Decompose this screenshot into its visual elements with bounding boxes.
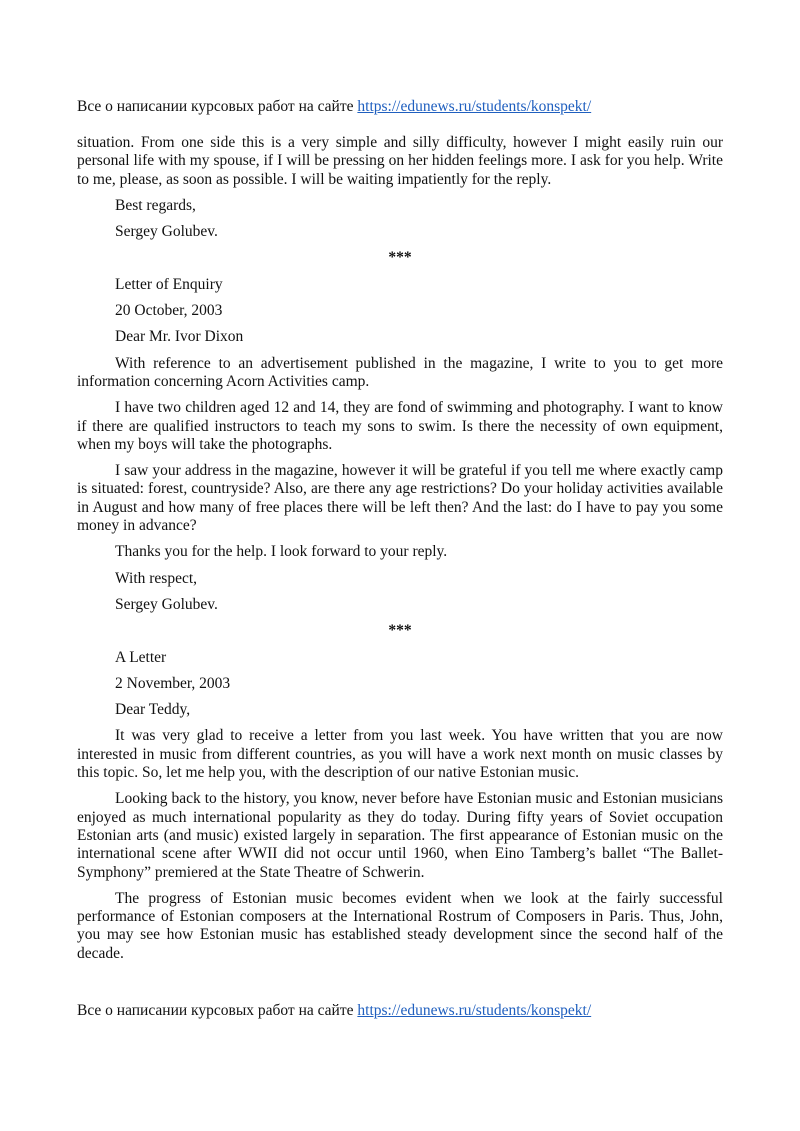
letter1-closing: Best regards, [115, 196, 196, 214]
letter2-paragraph-1: With reference to an advertisement published in the magazine, I write to you to get more information concerning Acorn Activities camp. [77, 354, 723, 390]
page-footer [77, 1001, 737, 1021]
letter3-title: A Letter [115, 648, 167, 666]
letter2-title: Letter of Enquiry [115, 275, 223, 293]
header-link[interactable]: https://edunews.ru/students/konspekt/ [357, 98, 592, 115]
letter3-date: 2 November, 2003 [115, 674, 231, 692]
letter3-paragraph-3: The progress of Estonian music becomes evident when we look at the fairly successful performance of Estonian composers at the International Rostrum of Composers in Paris. Thus, John, you may see how Estonian music has established steady development since the second half of the decade. [77, 889, 723, 962]
header-text: Все о написании курсовых работ на сайте [77, 98, 358, 115]
letter1-signature: Sergey Golubev. [115, 223, 218, 241]
footer-link[interactable]: https://edunews.ru/students/konspekt/ [357, 1002, 592, 1019]
separator-2: *** [388, 622, 412, 640]
letter2-paragraph-3: I saw your address in the magazine, however it will be grateful if you tell me where exactly camp is situated: forest, countryside? Also, are there any age restrictions? Do your holiday activities available in August and how many of free places there will be left then? And the last: do I have to pay you some money in advance? [77, 462, 723, 535]
letter2-greeting: Dear Mr. Ivor Dixon [115, 328, 244, 346]
footer-text: Все о написании курсовых работ на сайте [77, 1002, 358, 1019]
letter3-greeting: Dear Teddy, [115, 701, 191, 719]
letter3-paragraph-1: It was very glad to receive a letter from you last week. You have written that you are now interested in music from different countries, as you will have a work next month on music classes by this topic. So, let me help you, with the description of our native Estonian music. [77, 727, 723, 782]
letter2-paragraph-4: Thanks you for the help. I look forward to your reply. [115, 543, 448, 561]
letter3-paragraph-2: Looking back to the history, you know, never before have Estonian music and Estonian musicians enjoyed as much international popularity as they do today. During fifty years of Soviet occupation Estonian arts (and music) existed largely in separation. The first appearance of Estonian music on the international scene after WWII did not occur until 1960, when Eino Tamberg’s ballet “The Ballet-Symphony” premiered at the State Theatre of Schwerin. [77, 790, 723, 881]
letter2-signature: Sergey Golubev. [115, 595, 218, 613]
letter2-date: 20 October, 2003 [115, 302, 223, 320]
page-header [77, 97, 737, 117]
letter2-closing: With respect, [115, 569, 198, 587]
document-body [77, 134, 723, 971]
separator-1: *** [388, 249, 412, 267]
letter2-paragraph-2: I have two children aged 12 and 14, they are fond of swimming and photography. I want to know if there are qualified instructors to teach my sons to swim. Is there the necessity of own equipment, when my boys will take the photographs. [77, 399, 723, 453]
letter1-paragraph: situation. From one side this is a very simple and silly difficulty, however I might easily ruin our personal life with my spouse, if I will be pressing on her hidden feelings more. I ask for you help. Write to me, please, as soon as possible. I will be waiting impatiently for the reply. [77, 134, 723, 188]
